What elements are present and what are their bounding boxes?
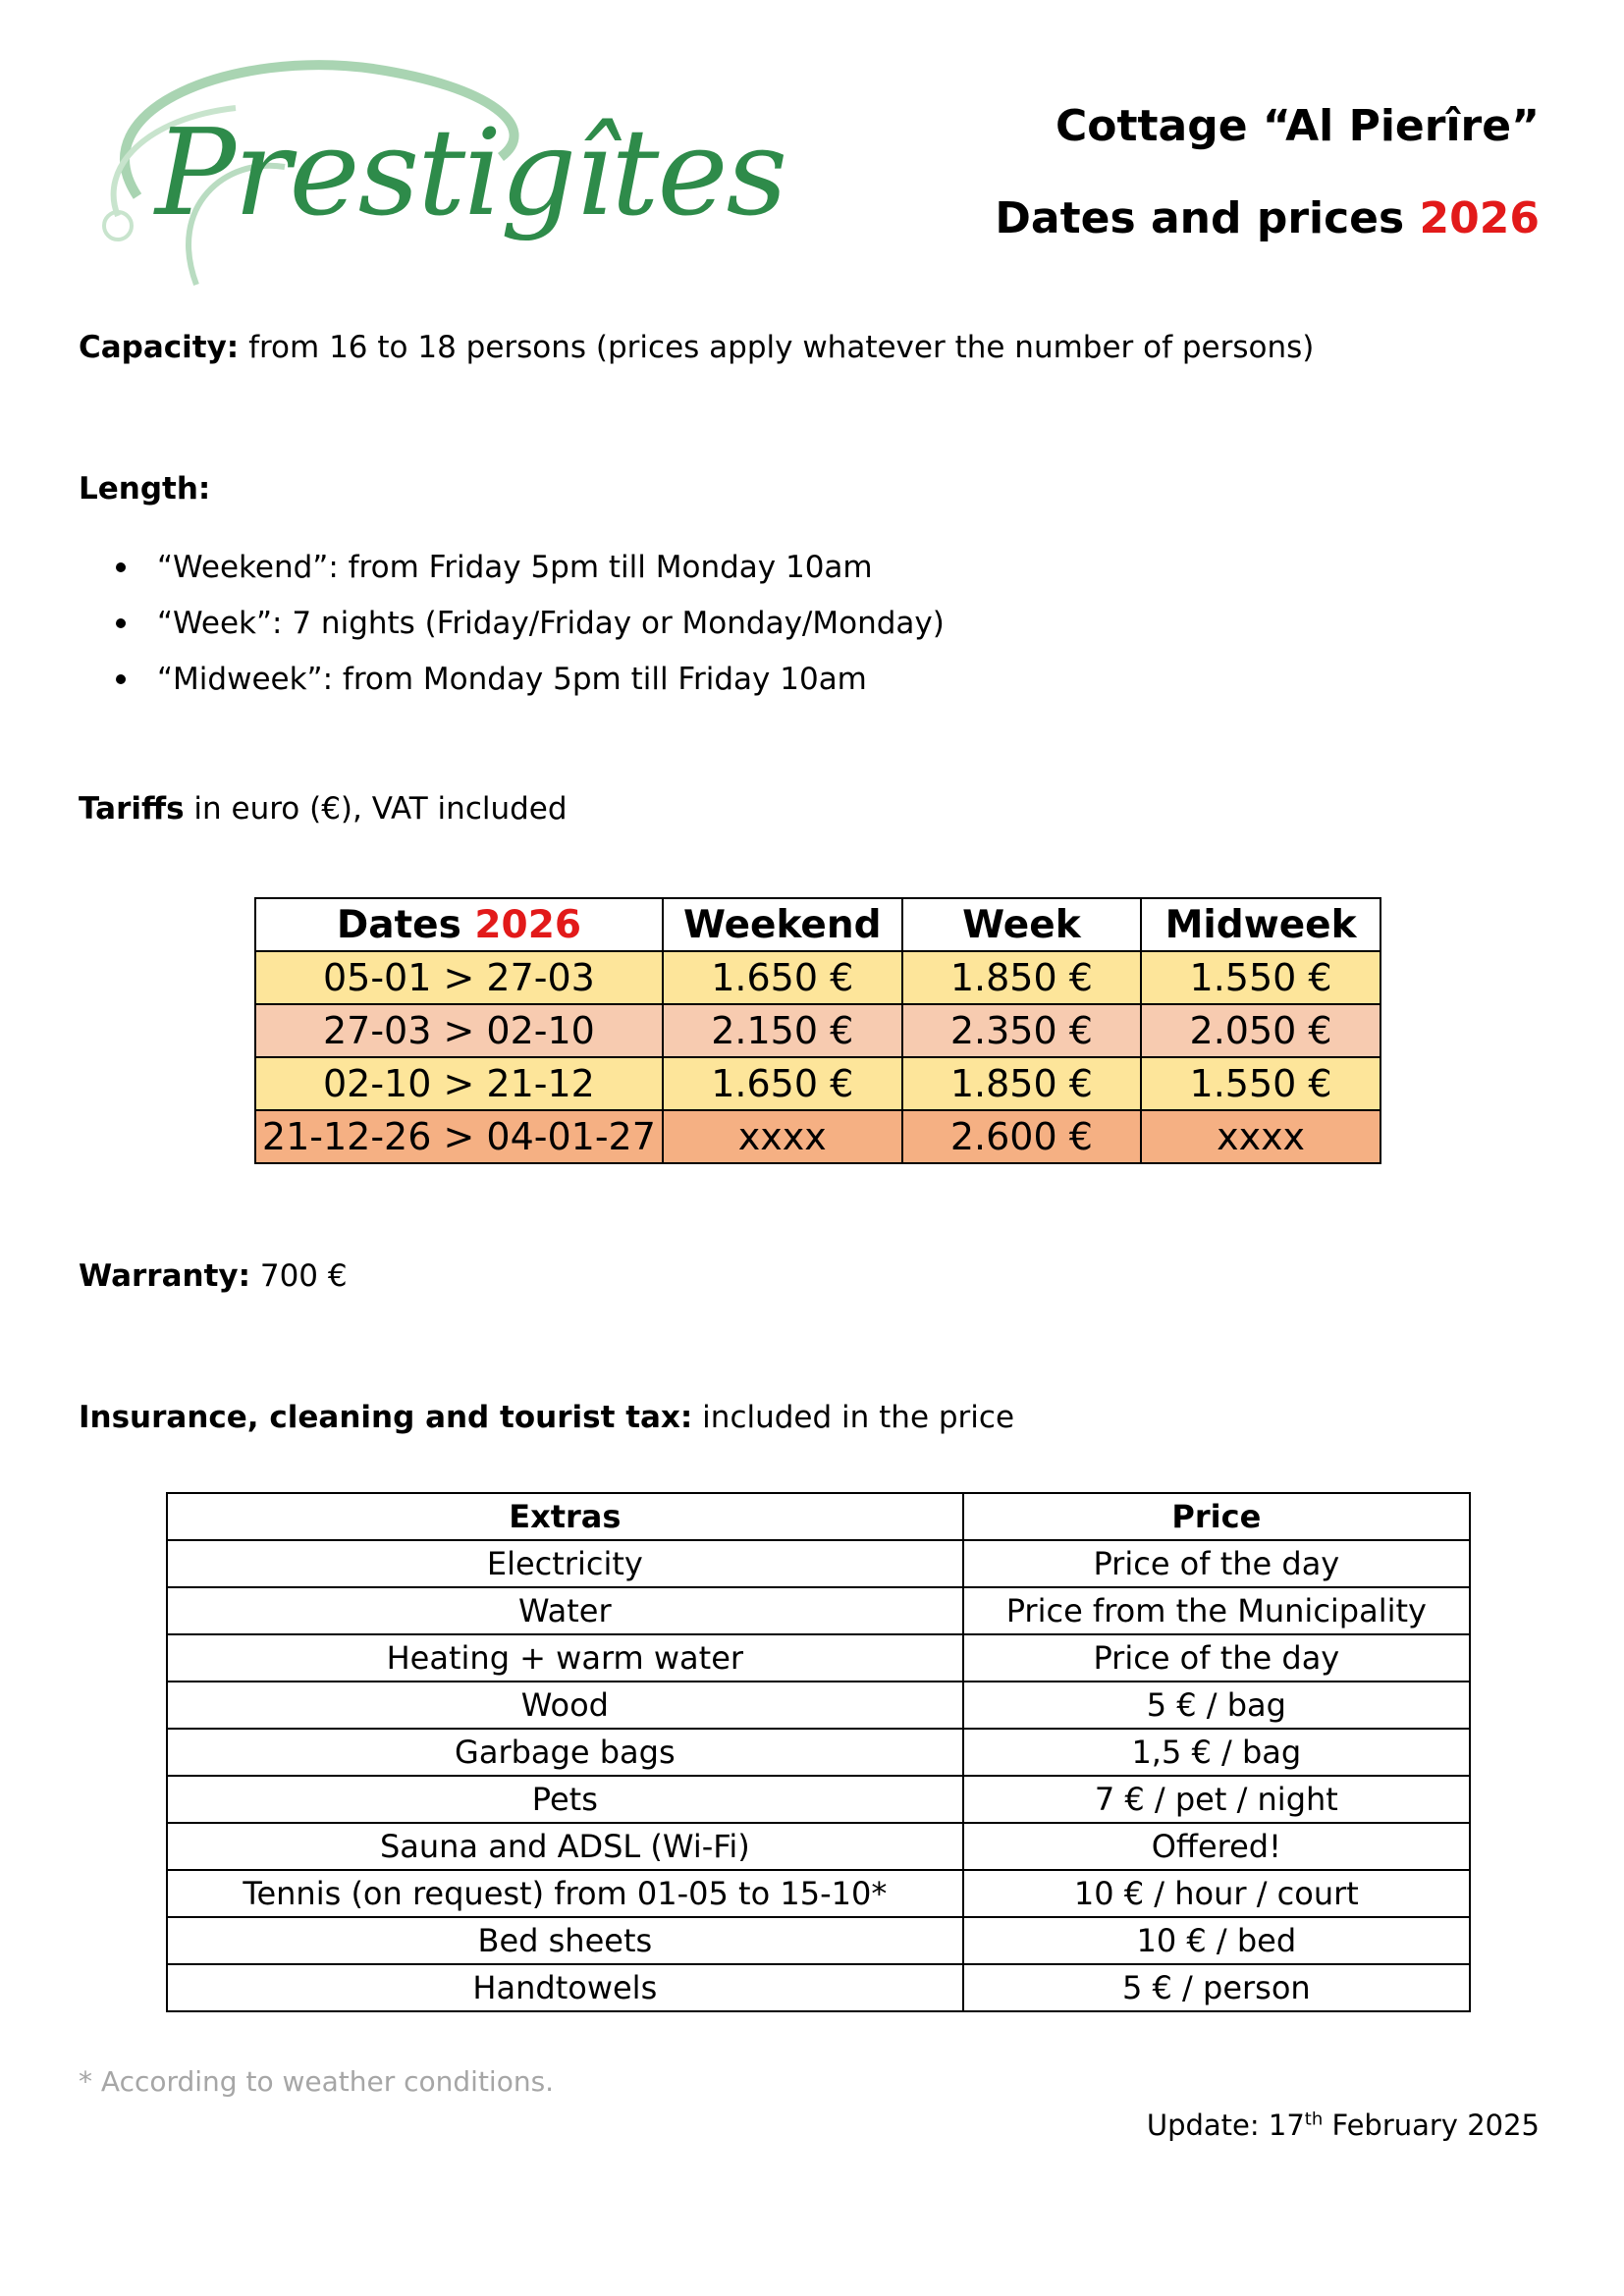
table-row [167,1870,1470,1917]
cell-price: 1,5 € / bag [963,1729,1470,1776]
table-row [255,1004,1380,1057]
tariffs-text: in euro (€), VAT included [184,791,568,827]
length-label-text: Length: [79,471,211,507]
cell-price: 5 € / bag [963,1682,1470,1729]
cell-name: Water [167,1587,963,1634]
cell-name: Sauna and ADSL (Wi-Fi) [167,1823,963,1870]
cell-name: Heating + warm water [167,1634,963,1682]
cell-price: 5 € / person [963,1964,1470,2011]
logo [79,49,786,304]
bullet-icon [116,562,126,572]
cell-week: 2.600 € [902,1110,1142,1163]
table-row [255,1057,1380,1110]
cell-weekend: 1.650 € [663,1057,902,1110]
cell-price: 10 € / bed [963,1917,1470,1964]
header-extras: Extras [167,1493,963,1540]
cell-name: Handtowels [167,1964,963,2011]
insurance-label: Insurance, cleaning and tourist tax: [79,1400,693,1435]
bullet-icon [116,618,126,628]
cell-price: Offered! [963,1823,1470,1870]
subtitle-text: Dates and prices [995,193,1420,243]
cell-weekend: 1.650 € [663,951,902,1004]
cell-price: 10 € / hour / court [963,1870,1470,1917]
table-row [255,1110,1380,1163]
list-item-text: “Weekend”: from Friday 5pm till Monday 10am [157,549,873,585]
warranty-text: 700 € [250,1258,348,1294]
cell-weekend: 2.150 € [663,1004,902,1057]
tariffs-label: Tariffs [79,791,185,827]
cell-dates: 21-12-26 > 04-01-27 [255,1110,663,1163]
cell-week: 2.350 € [902,1004,1142,1057]
cell-midweek: xxxx [1141,1110,1380,1163]
table-row [255,951,1380,1004]
cell-name: Electricity [167,1540,963,1587]
update-prefix: Update: 17 [1146,2109,1305,2142]
header-midweek: Midweek [1141,898,1380,951]
bullet-icon [116,674,126,684]
header-dates-text: Dates [336,902,475,947]
cell-name: Pets [167,1776,963,1823]
cell-midweek: 2.050 € [1141,1004,1380,1057]
length-label [79,471,210,507]
cell-name: Wood [167,1682,963,1729]
header-dates-year: 2026 [474,902,581,947]
warranty-line [79,1258,348,1294]
cell-midweek: 1.550 € [1141,1057,1380,1110]
page-title: Cottage “Al Pierîre” [1055,101,1540,151]
list-item [157,595,945,651]
update-suffix: February 2025 [1323,2109,1540,2142]
update-date [1147,2109,1540,2142]
cell-price: Price of the day [963,1634,1470,1682]
page-subtitle [995,193,1540,243]
cell-name: Tennis (on request) from 01-05 to 15-10* [167,1870,963,1917]
cell-name: Bed sheets [167,1917,963,1964]
update-sup: th [1304,2109,1324,2130]
list-item [157,539,945,595]
cell-name: Garbage bags [167,1729,963,1776]
warranty-label: Warranty: [79,1258,250,1294]
table-row [167,1634,1470,1682]
table-row [167,1823,1470,1870]
insurance-line [79,1400,1014,1435]
capacity-text: from 16 to 18 persons (prices apply whatever the number of persons) [239,330,1315,365]
table-row [167,1682,1470,1729]
header-weekend: Weekend [663,898,902,951]
capacity-label: Capacity: [79,330,240,365]
tariffs-line [79,791,568,827]
table-row [167,1776,1470,1823]
table-row [167,1729,1470,1776]
header-week: Week [902,898,1142,951]
cell-weekend: xxxx [663,1110,902,1163]
table-header-row [255,898,1380,951]
capacity-line [79,330,1314,365]
subtitle-year: 2026 [1419,193,1540,243]
cell-midweek: 1.550 € [1141,951,1380,1004]
cell-week: 1.850 € [902,951,1142,1004]
header-dates [255,898,663,951]
table-row [167,1917,1470,1964]
list-item-text: “Week”: 7 nights (Friday/Friday or Monday/Monday) [157,605,945,641]
cell-dates: 05-01 > 27-03 [255,951,663,1004]
length-list [157,539,945,707]
list-item [157,651,945,707]
footnote: * According to weather conditions. [79,2065,555,2098]
cell-price: 7 € / pet / night [963,1776,1470,1823]
table-row [167,1540,1470,1587]
table-row [167,1964,1470,2011]
extras-table [166,1492,1471,2012]
cell-dates: 02-10 > 21-12 [255,1057,663,1110]
cell-dates: 27-03 > 02-10 [255,1004,663,1057]
tariffs-table [254,897,1381,1164]
cell-price: Price of the day [963,1540,1470,1587]
table-row [167,1587,1470,1634]
cell-price: Price from the Municipality [963,1587,1470,1634]
list-item-text: “Midweek”: from Monday 5pm till Friday 10am [157,661,867,697]
table-header-row [167,1493,1470,1540]
cell-week: 1.850 € [902,1057,1142,1110]
logo-wordmark: Prestigîtes [155,103,786,242]
insurance-text: included in the price [692,1400,1015,1435]
header-price: Price [963,1493,1470,1540]
